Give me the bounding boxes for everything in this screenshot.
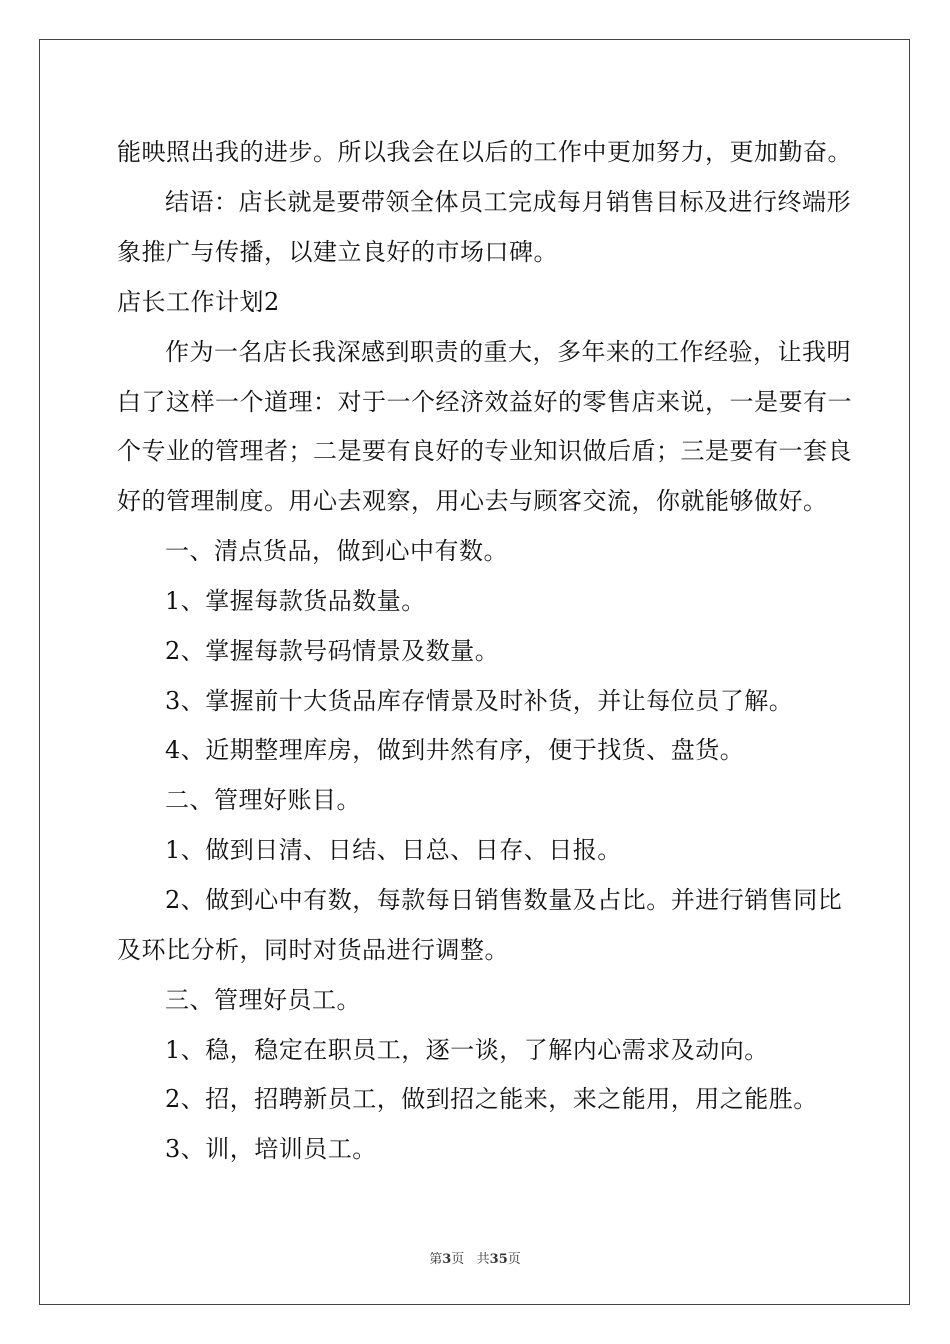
list-item: 2、招，招聘新员工，做到招之能来，来之能用，用之能胜。 [165, 1085, 818, 1113]
body-line: 作为一名店长我深感到职责的重大，多年来的工作经验，让我明 [165, 338, 851, 366]
list-item: 1、做到日清、日结、日总、日存、日报。 [165, 836, 622, 864]
list-item: 3、训，培训员工。 [165, 1135, 377, 1163]
footer-total-pages: 35 [489, 1252, 508, 1267]
body-line: 结语：店长就是要带领全体员工完成每月销售目标及进行终端形 [165, 188, 851, 216]
section-heading: 店长工作计划2 [117, 288, 280, 316]
body-line: 象推广与传播，以建立良好的市场口碑。 [117, 238, 558, 266]
footer-page-mid: 页 共 [451, 1252, 490, 1267]
list-heading: 二、管理好账目。 [165, 786, 361, 814]
body-line: 能映照出我的进步。所以我会在以后的工作中更加努力，更加勤奋。 [117, 138, 852, 166]
list-item: 1、稳，稳定在职员工，逐一谈，了解内心需求及动向。 [165, 1036, 769, 1064]
page-border [39, 39, 910, 1305]
list-item: 2、掌握每款号码情景及数量。 [165, 637, 500, 665]
list-item: 3、掌握前十大货品库存情景及时补货，并让每位员了解。 [165, 687, 794, 715]
list-item: 2、做到心中有数，每款每日销售数量及占比。并进行销售同比 [165, 886, 843, 914]
list-item: 1、掌握每款货品数量。 [165, 587, 426, 615]
body-line: 好的管理制度。用心去观察，用心去与顾客交流，你就能够做好。 [117, 487, 828, 515]
body-line: 白了这样一个道理：对于一个经济效益好的零售店来说，一是要有一 [117, 388, 852, 416]
footer-page-prefix: 第 [429, 1252, 443, 1267]
footer-page-suffix: 页 [507, 1252, 521, 1267]
list-item-continued: 及环比分析，同时对货品进行调整。 [117, 936, 509, 964]
body-line: 个专业的管理者；二是要有良好的专业知识做后盾；三是要有一套良 [117, 437, 852, 465]
footer-page-number: 3 [442, 1252, 452, 1267]
list-heading: 一、清点货品，做到心中有数。 [165, 537, 508, 565]
page-footer [0, 1248, 950, 1267]
list-heading: 三、管理好员工。 [165, 986, 361, 1014]
list-item: 4、近期整理库房，做到井然有序，便于找货、盘货。 [165, 736, 745, 764]
